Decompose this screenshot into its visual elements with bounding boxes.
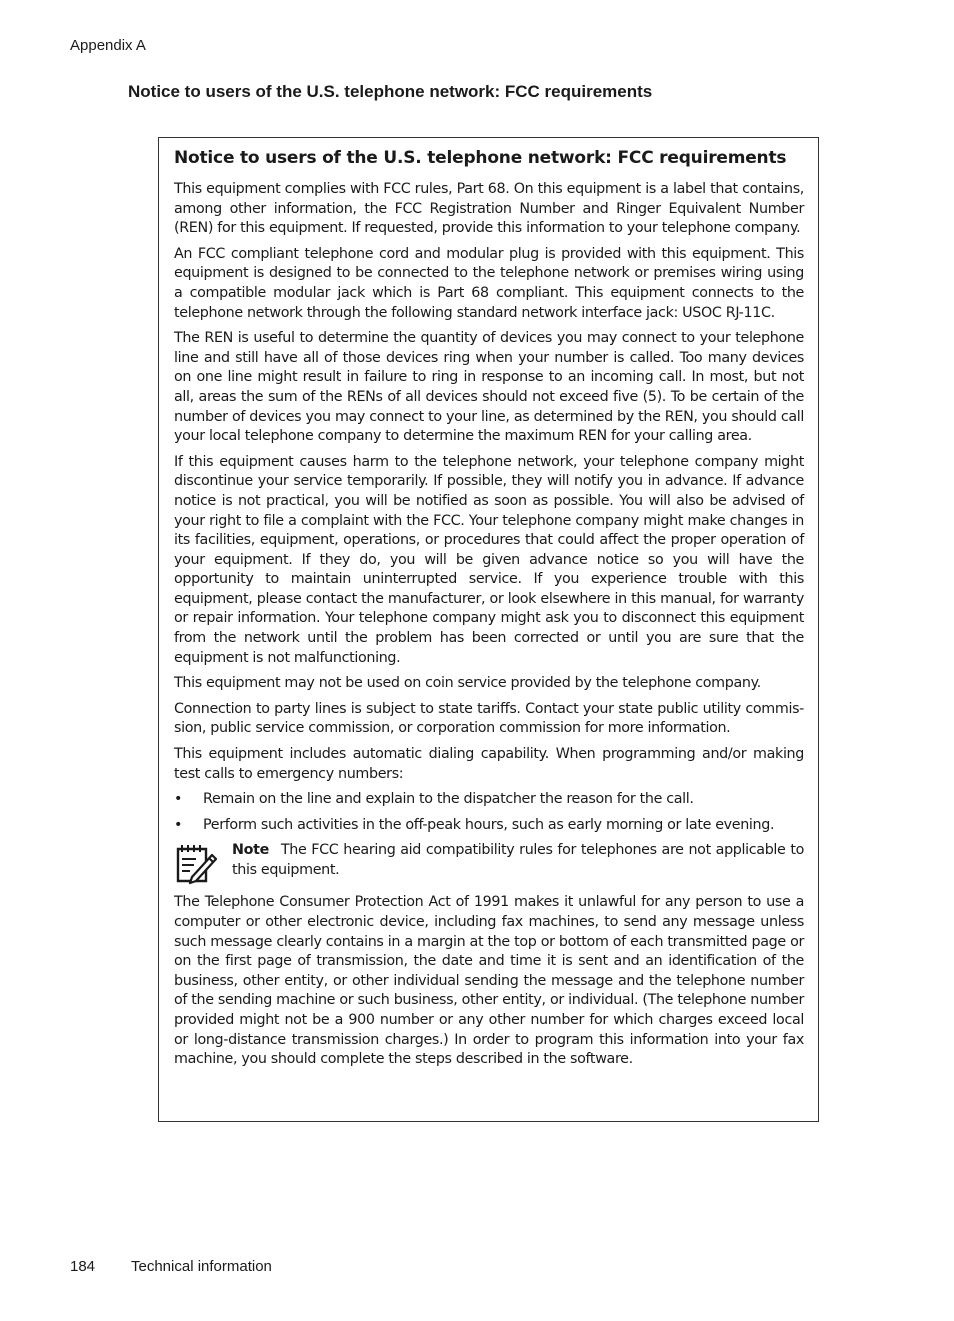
list-item: [174, 790, 804, 810]
list-item-text: Remain on the line and explain to the dispatcher the reason for the call.: [203, 791, 694, 808]
bullet-icon: •: [174, 816, 183, 833]
paragraph-fcc-part-68: This equipment complies with FCC rules, Part 68. On this equipment is a label that contains, among other information, the FCC Registration Number and Ringer Equivalent Number (REN) for this equipment. If requested, provide this information to your telephone company.: [174, 181, 804, 237]
paragraph-coin-service: This equipment may not be used on coin service provided by the telephone company.: [174, 675, 761, 692]
note-block: [174, 841, 804, 885]
fcc-notice-box: [158, 137, 819, 1122]
notice-box-title: Notice to users of the U.S. telephone network: FCC requirements: [174, 148, 787, 168]
emergency-call-list: [174, 790, 804, 835]
note-label: Note: [232, 842, 269, 859]
running-head: Appendix A: [70, 37, 146, 54]
note-icon: [174, 841, 218, 885]
paragraph-harm-to-network: If this equipment causes harm to the telephone network, your telephone company might discontinue your service temporarily. If possible, they will notify you in advance. If advance notice is not practical, you will be notified as soon as possible. You will also be advised of your right to file a complaint with the FCC. Your telephone company might make changes in its facilities, equipment, operations, or procedures that could affect the proper operation of your equipment. If they do, you will be given advance notice so you will have the opportunity to maintain uninterrupted service. If you experience trouble with this equipment, please contact the manufacturer, or look elsewhere in this manual, for warranty or repair information. Your telephone company might ask you to disconnect this equipment from the network until the problem has been corrected or until you are sure that the equipment is not malfunctioning.: [174, 453, 804, 666]
paragraph-party-lines: Connection to party lines is subject to state tariffs. Contact your state public utility commis-sion, public service commission, or corporation commission for more information.: [174, 700, 804, 737]
paragraph-ren: The REN is useful to determine the quantity of devices you may connect to your telephone line and still have all of those devices ring when your number is called. Too many devices on one line might result in failure to ring in response to an incoming call. In most, but not all, areas the sum of the RENs of all devices should not exceed five (5). To be certain of the number of devices you may connect to your line, as determined by the REN, you should call your local telephone company to determine the maximum REN for your calling area.: [174, 330, 804, 445]
paragraph-consumer-protection-act: The Telephone Consumer Protection Act of 1991 makes it unlawful for any person to use a computer or other electronic device, including fax machines, to send any message unless such message clearly contains in a margin at the top or bottom of each transmitted page or on the first page of transmission, the date and time it is sent and an identification of the business, other entity, or other individual sending the message and the telephone number of the sending machine or such business, other entity, or individual. (The telephone number provided might not be a 900 number or any other number for which charges exceed local or long-distance transmission charges.) In order to program this information into your fax machine, you should complete the steps described in the software.: [174, 894, 804, 1068]
page-number: 184: [70, 1258, 96, 1275]
bullet-icon: •: [174, 791, 183, 808]
paragraph-cord-and-plug: An FCC compliant telephone cord and modular plug is provided with this equipment. This equipment is designed to be connected to the telephone network or premises wiring using a compatible modular jack which is Part 68 compliant. This equipment connects to the telephone network through the following standard network interface jack: USOC RJ-11C.: [174, 245, 804, 321]
paragraph-automatic-dialing: This equipment includes automatic dialing capability. When programming and/or making test calls to emergency numbers:: [174, 746, 804, 782]
footer-section-label: Technical information: [131, 1258, 272, 1275]
note-text: [232, 841, 804, 880]
list-item: [174, 816, 804, 836]
list-item-text: Perform such activities in the off-peak hours, such as early morning or late evening.: [203, 816, 775, 833]
section-heading: Notice to users of the U.S. telephone network: FCC requirements: [128, 82, 653, 101]
note-body: The FCC hearing aid compatibility rules for telephones are not applicable to this equipment.: [232, 842, 804, 878]
